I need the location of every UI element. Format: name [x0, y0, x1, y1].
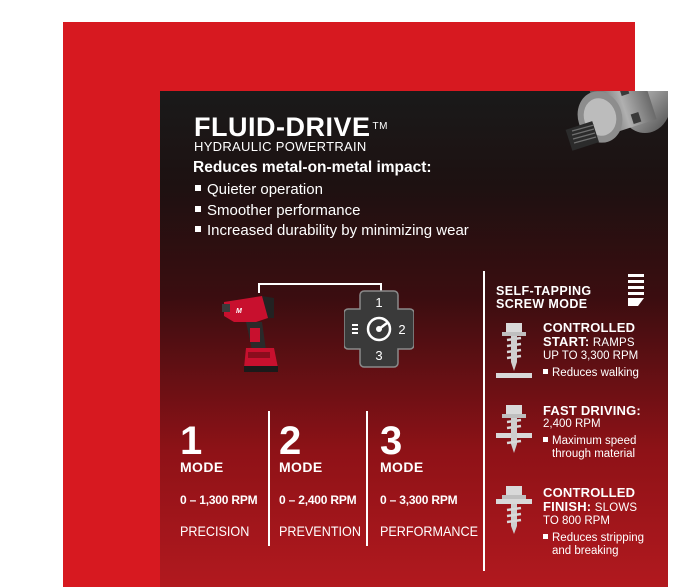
- feature-panel: [160, 91, 668, 587]
- hydraulic-hub-icon: [550, 91, 668, 155]
- benefit-list: [195, 180, 469, 242]
- bullet-square-icon: [195, 185, 201, 191]
- selector-position-3: 3: [375, 348, 383, 363]
- section-divider: [483, 271, 485, 571]
- stage-fast-driving: FAST DRIVING: 2,400 RPM Maximum speed through material: [543, 403, 641, 460]
- bullet-square-icon: [195, 226, 201, 232]
- mode-divider: [268, 411, 270, 546]
- benefit-headline: Reduces metal-on-metal impact:: [193, 159, 432, 176]
- mode-number: 2: [279, 419, 302, 463]
- mode-selector-icon: [344, 289, 414, 369]
- self-tapping-screw-icon: [494, 484, 534, 544]
- stage-controlled-start: CONTROLLED START: RAMPS UP TO 3,300 RPM Reduces walking: [543, 320, 639, 379]
- thread-depth-icon: [628, 274, 644, 306]
- mode-number: 3: [380, 419, 403, 463]
- svg-text:M: M: [236, 308, 242, 315]
- mode-rpm: 0 – 2,400 RPM: [279, 493, 357, 507]
- mode-rpm: 0 – 1,300 RPM: [180, 493, 258, 507]
- bullet-square-icon: [543, 437, 548, 442]
- mode-label: MODE: [380, 459, 424, 475]
- mode-name: PRECISION: [180, 523, 250, 539]
- mode-name: PREVENTION: [279, 523, 361, 539]
- benefit-item: Smoother performance: [195, 201, 469, 222]
- mode-number: 1: [180, 419, 203, 463]
- mode-2: [279, 419, 361, 539]
- product-subtitle: HYDRAULIC POWERTRAIN: [194, 139, 367, 154]
- mode-1: [180, 419, 258, 539]
- mode-label: MODE: [279, 459, 323, 475]
- benefit-item: Quieter operation: [195, 180, 469, 201]
- mode-rpm: 0 – 3,300 RPM: [380, 493, 458, 507]
- bullet-square-icon: [195, 206, 201, 212]
- mode-label: MODE: [180, 459, 224, 475]
- mode-name: PERFORMANCE: [380, 523, 479, 539]
- red-frame: [63, 22, 645, 587]
- trademark-symbol: TM: [372, 121, 388, 132]
- mode-divider: [366, 411, 368, 546]
- selector-position-2: 2: [398, 322, 406, 337]
- mode-3: [380, 419, 479, 539]
- self-tapping-title: SELF-TAPPING SCREW MODE: [496, 284, 592, 311]
- selector-position-1: 1: [375, 295, 383, 310]
- bullet-square-icon: [543, 534, 548, 539]
- self-tapping-screw-icon: [494, 403, 534, 463]
- stage-controlled-finish: CONTROLLED FINISH: SLOWS TO 800 RPM Reduces stripping and breaking: [543, 485, 645, 557]
- product-title: FLUID-DRIVE ™: [194, 112, 388, 142]
- impact-driver-icon: [222, 288, 292, 374]
- bullet-square-icon: [543, 369, 548, 374]
- self-tapping-screw-icon: [494, 321, 534, 381]
- benefit-item: Increased durability by minimizing wear: [195, 221, 469, 242]
